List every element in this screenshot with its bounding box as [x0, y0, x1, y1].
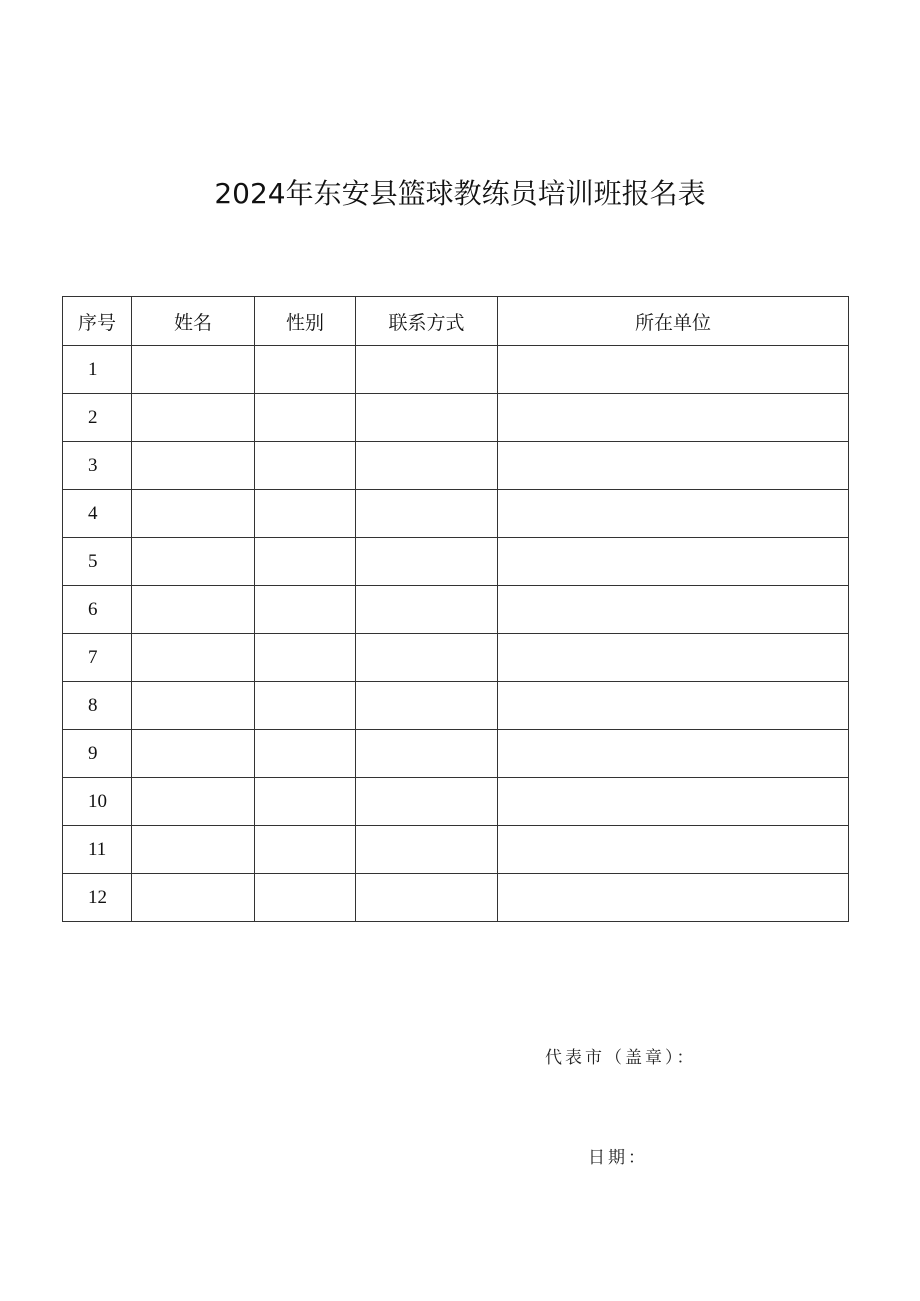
date-label: 日期： [588, 1148, 648, 1168]
header-contact: 联系方式 [356, 297, 498, 346]
contact-cell[interactable] [356, 346, 498, 394]
unit-cell[interactable] [498, 682, 849, 730]
contact-cell[interactable] [356, 634, 498, 682]
name-cell[interactable] [132, 826, 255, 874]
row-seq: 9 [63, 730, 132, 778]
contact-cell[interactable] [356, 442, 498, 490]
unit-cell[interactable] [498, 442, 849, 490]
row-seq: 10 [63, 778, 132, 826]
contact-cell[interactable] [356, 538, 498, 586]
contact-cell[interactable] [356, 826, 498, 874]
table-row [63, 682, 849, 730]
name-cell[interactable] [132, 442, 255, 490]
gender-cell[interactable] [255, 874, 356, 922]
name-cell[interactable] [132, 634, 255, 682]
gender-cell[interactable] [255, 490, 356, 538]
gender-cell[interactable] [255, 586, 356, 634]
name-cell[interactable] [132, 394, 255, 442]
contact-cell[interactable] [356, 394, 498, 442]
contact-cell[interactable] [356, 586, 498, 634]
row-seq: 5 [63, 538, 132, 586]
name-cell[interactable] [132, 586, 255, 634]
name-cell[interactable] [132, 682, 255, 730]
header-gender: 性别 [255, 297, 356, 346]
unit-cell[interactable] [498, 490, 849, 538]
table-row [63, 826, 849, 874]
row-seq: 2 [63, 394, 132, 442]
table-row [63, 538, 849, 586]
contact-cell[interactable] [356, 682, 498, 730]
gender-cell[interactable] [255, 682, 356, 730]
row-seq: 11 [63, 826, 132, 874]
name-cell[interactable] [132, 538, 255, 586]
table-row [63, 346, 849, 394]
unit-cell[interactable] [498, 874, 849, 922]
name-cell[interactable] [132, 874, 255, 922]
table-row [63, 586, 849, 634]
contact-cell[interactable] [356, 778, 498, 826]
table-row [63, 874, 849, 922]
name-cell[interactable] [132, 778, 255, 826]
unit-cell[interactable] [498, 778, 849, 826]
page-title: 2024年东安县篮球教练员培训班报名表 [214, 177, 706, 210]
gender-cell[interactable] [255, 634, 356, 682]
gender-cell[interactable] [255, 826, 356, 874]
name-cell[interactable] [132, 490, 255, 538]
name-cell[interactable] [132, 730, 255, 778]
table-header-row [63, 297, 849, 346]
row-seq: 6 [63, 586, 132, 634]
gender-cell[interactable] [255, 442, 356, 490]
gender-cell[interactable] [255, 394, 356, 442]
row-seq: 1 [63, 346, 132, 394]
gender-cell[interactable] [255, 346, 356, 394]
table-row [63, 730, 849, 778]
contact-cell[interactable] [356, 730, 498, 778]
name-cell[interactable] [132, 346, 255, 394]
row-seq: 3 [63, 442, 132, 490]
header-name: 姓名 [132, 297, 255, 346]
row-seq: 7 [63, 634, 132, 682]
table-row [63, 394, 849, 442]
gender-cell[interactable] [255, 730, 356, 778]
contact-cell[interactable] [356, 874, 498, 922]
table-row [63, 490, 849, 538]
row-seq: 12 [63, 874, 132, 922]
table-row [63, 778, 849, 826]
unit-cell[interactable] [498, 538, 849, 586]
unit-cell[interactable] [498, 586, 849, 634]
gender-cell[interactable] [255, 538, 356, 586]
registration-table [62, 296, 849, 922]
contact-cell[interactable] [356, 490, 498, 538]
row-seq: 4 [63, 490, 132, 538]
unit-cell[interactable] [498, 394, 849, 442]
row-seq: 8 [63, 682, 132, 730]
unit-cell[interactable] [498, 346, 849, 394]
table-row [63, 634, 849, 682]
unit-cell[interactable] [498, 730, 849, 778]
table-row [63, 442, 849, 490]
unit-cell[interactable] [498, 634, 849, 682]
gender-cell[interactable] [255, 778, 356, 826]
header-seq: 序号 [63, 297, 132, 346]
stamp-label: 代表市（盖章）： [545, 1048, 697, 1068]
header-unit: 所在单位 [498, 297, 849, 346]
unit-cell[interactable] [498, 826, 849, 874]
